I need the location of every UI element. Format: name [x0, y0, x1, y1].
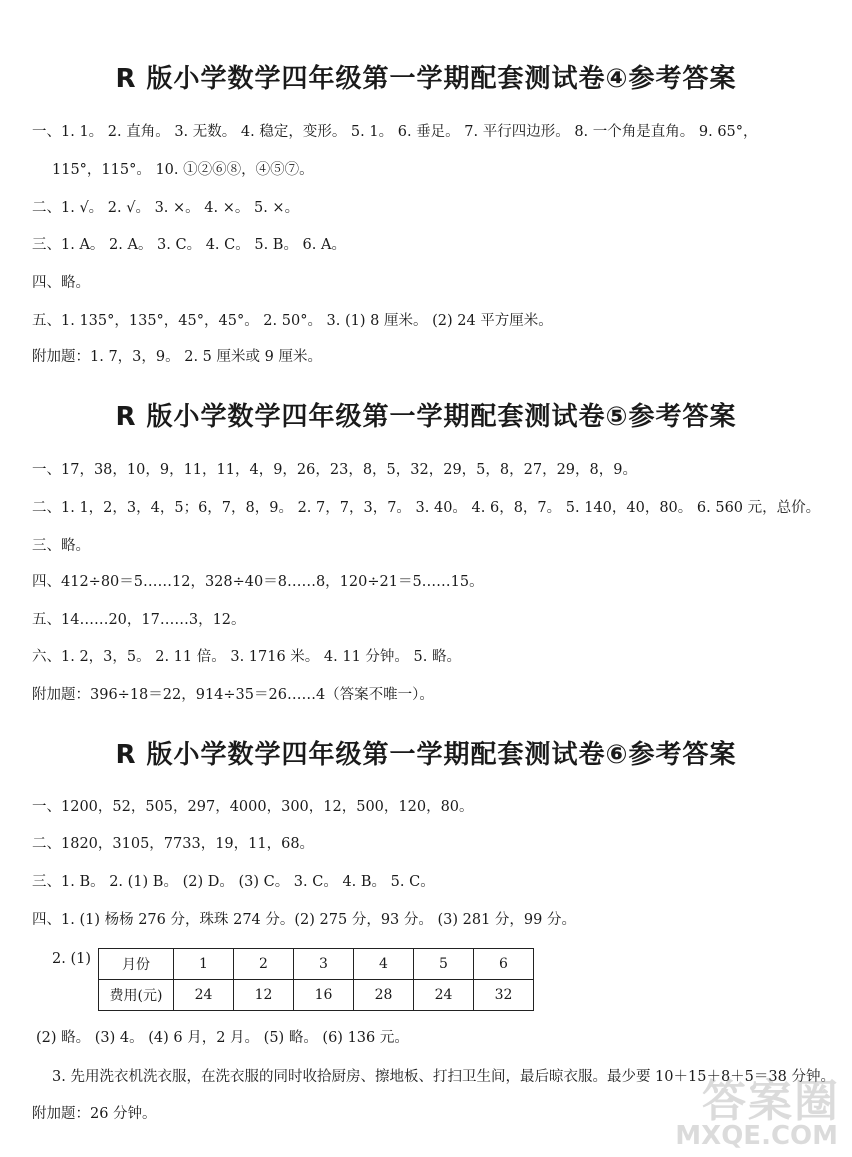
section5-title: R 版小学数学四年级第一学期配套测试卷⑤参考答案	[115, 402, 737, 432]
table-cell: 3	[294, 949, 354, 980]
section6-after-table: (2) 略。 (3) 4。 (4) 6 月，2 月。 (5) 略。 (6) 136 元。	[36, 1030, 409, 1046]
fee-table	[98, 948, 534, 1011]
section6-line-2: 二、1820，3105，7733，19，11，68。	[32, 836, 315, 852]
table-header-month: 月份	[99, 949, 174, 980]
table-cell: 28	[354, 980, 414, 1011]
table-cell: 12	[234, 980, 294, 1011]
table-cell: 6	[474, 949, 534, 980]
table-header-fee: 费用(元)	[99, 980, 174, 1011]
section6-bonus: 附加题：26 分钟。	[32, 1106, 157, 1122]
section5-line-4: 四、412÷80＝5……12，328÷40＝8……8，120÷21＝5……15。	[32, 574, 484, 590]
section5-line-5: 五、14……20，17……3，12。	[32, 612, 246, 628]
table-cell: 2	[234, 949, 294, 980]
section5-line-3: 三、略。	[32, 538, 90, 554]
section4-line-4: 三、1. A。 2. A。 3. C。 4. C。 5. B。 6. A。	[32, 237, 346, 253]
table-cell: 24	[414, 980, 474, 1011]
section5-line-1: 一、17，38，10，9，11，11，4，9，26，23，8，5，32，29，5，8，27，29，8，9。	[32, 462, 637, 478]
table-cell: 1	[174, 949, 234, 980]
section4-line-3: 二、1. √。 2. √。 3. ×。 4. ×。 5. ×。	[32, 200, 300, 216]
section6-line-3: 三、1. B。 2. (1) B。 (2) D。 (3) C。 3. C。 4. B。 5. C。	[32, 874, 435, 890]
section4-title: R 版小学数学四年级第一学期配套测试卷④参考答案	[115, 64, 737, 94]
section5-line-7: 附加题：396÷18＝22，914÷35＝26……4（答案不唯一）。	[32, 687, 434, 703]
section4-line-5: 四、略。	[32, 275, 90, 291]
section4-line-6: 五、1. 135°，135°，45°，45°。 2. 50°。 3. (1) 8 厘米。 (2) 24 平方厘米。	[32, 313, 553, 329]
section6-line-4: 四、1. (1) 杨杨 276 分，珠珠 274 分。(2) 275 分，93 分。 (3) 281 分，99 分。	[32, 912, 576, 928]
table-label: 2. (1)	[52, 951, 91, 967]
table-row-month	[99, 949, 534, 980]
table-cell: 32	[474, 980, 534, 1011]
section6-line-1: 一、1200，52，505，297，4000，300，12，500，120，80。	[32, 799, 474, 815]
section4-line-2: 115°，115°。 10. ①②⑥⑧，④⑤⑦。	[52, 162, 314, 178]
watermark-cn: 答案圈	[702, 1076, 840, 1127]
table-cell: 24	[174, 980, 234, 1011]
section5-line-6: 六、1. 2，3，5。 2. 11 倍。 3. 1716 米。 4. 11 分钟。 5. 略。	[32, 649, 461, 665]
table-row-fee	[99, 980, 534, 1011]
section6-q3: 3. 先用洗衣机洗衣服，在洗衣服的同时收拾厨房、擦地板、打扫卫生间，最后晾衣服。最少要 10＋15＋8＋5＝38 分钟。	[52, 1069, 835, 1085]
section4-line-1: 一、1. 1。 2. 直角。 3. 无数。 4. 稳定，变形。 5. 1。 6. 垂足。 7. 平行四边形。 8. 一个角是直角。 9. 65°，	[32, 124, 758, 140]
table-cell: 5	[414, 949, 474, 980]
watermark-en: MXQE.COM	[675, 1121, 838, 1151]
section5-line-2: 二、1. 1，2，3，4，5；6，7，8，9。 2. 7，7，3，7。 3. 40。 4. 6，8，7。 5. 140，40，80。 6. 560 元，总价。	[32, 500, 821, 516]
section6-title: R 版小学数学四年级第一学期配套测试卷⑥参考答案	[115, 740, 737, 770]
table-cell: 16	[294, 980, 354, 1011]
table-cell: 4	[354, 949, 414, 980]
section4-line-7: 附加题：1. 7，3，9。 2. 5 厘米或 9 厘米。	[32, 349, 322, 365]
